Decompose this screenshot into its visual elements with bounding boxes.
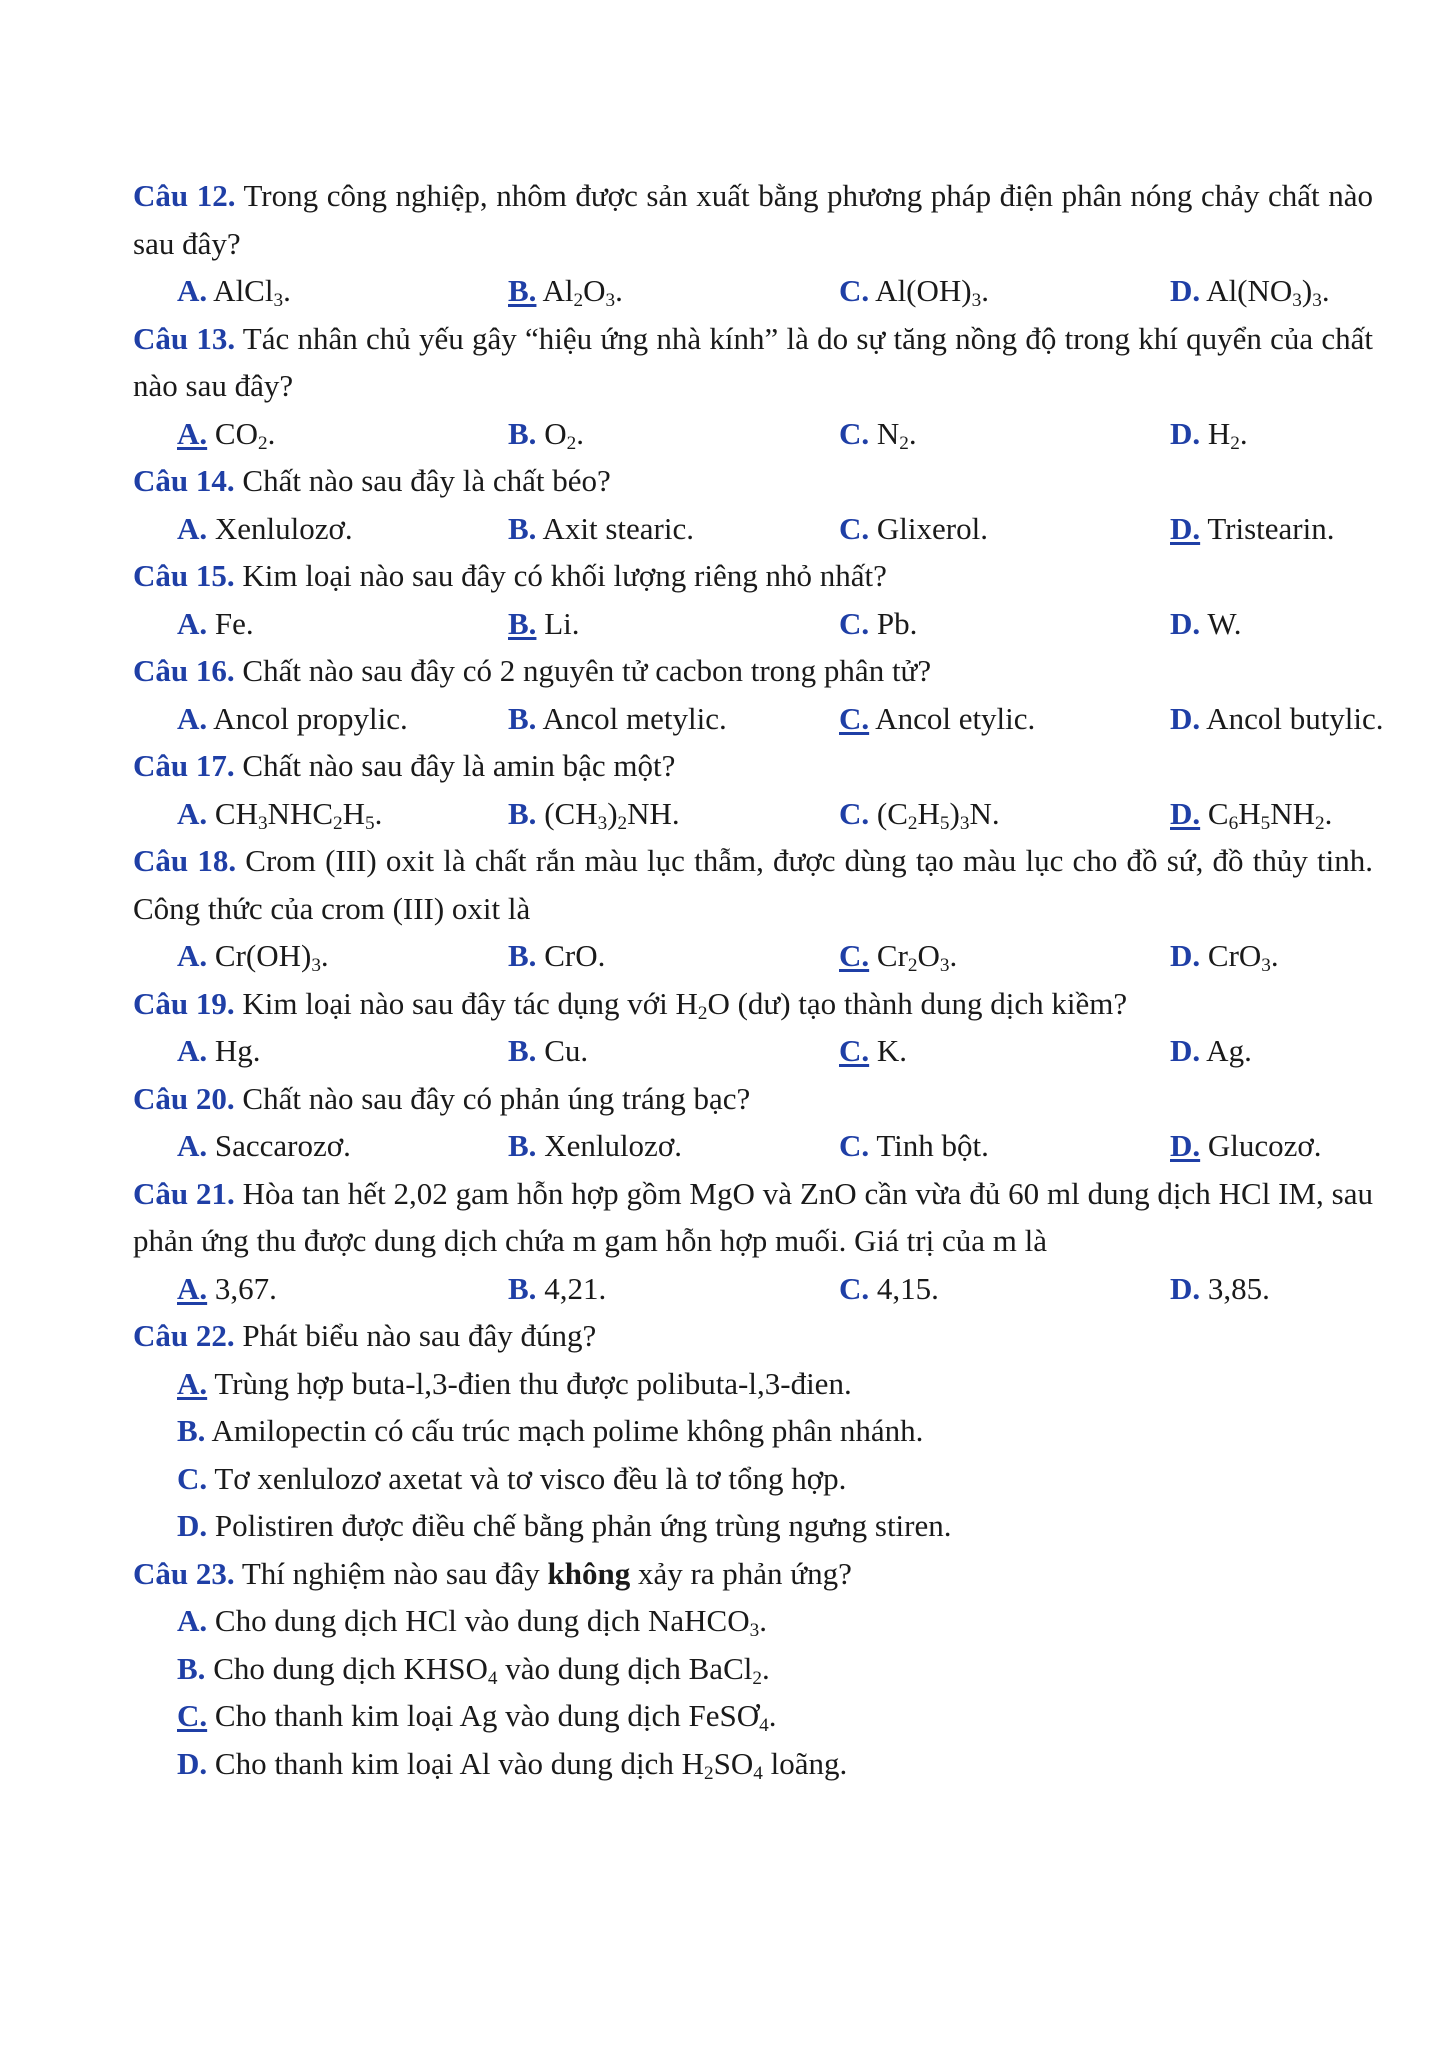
answer-option [839,1265,1170,1313]
answer-option [1170,932,1448,980]
correct-answer-letter: D. [1170,795,1201,831]
correct-answer-letter: B. [508,605,537,641]
question-stem: Kim loại nào sau đây có khối lượng riêng nhỏ nhất? [234,558,887,593]
answer-options [133,1265,1373,1313]
answer-text: Cho dung dịch HCl vào dung dịch NaHCO$_3$. [207,1603,767,1641]
question-text [133,552,1373,600]
answer-letter: C. [839,415,870,451]
question-stem: Chất nào sau đây có 2 nguyên tử cacbon trong phân tử? [234,653,932,688]
answer-text: Saccarozơ. [207,1128,351,1163]
question-block [133,837,1373,980]
answer-option [177,505,508,553]
correct-answer-letter: A. [177,415,208,451]
question-number: Câu 14. [133,463,235,498]
answer-letter: B. [508,415,537,451]
answer-text: $H_2$. [1200,415,1248,454]
answer-option [839,505,1170,553]
answer-letter: D. [1170,938,1201,973]
answer-letter: D. [177,1508,208,1543]
answer-letter: A. [177,273,208,308]
answer-option [839,695,1170,743]
answer-text: Tinh bột. [869,1128,989,1163]
question-stem: Chất nào sau đây có phản úng tráng bạc? [234,1080,751,1116]
answer-option [177,1645,1373,1693]
correct-answer-letter: D. [1170,510,1201,546]
answer-letter: A. [177,605,208,641]
answer-text: Axit stearic. [536,510,694,546]
answer-option [177,1265,508,1313]
answer-option [839,267,1170,315]
answer-option [177,1455,1373,1503]
correct-answer-letter: C. [839,700,870,736]
answer-option [177,790,508,838]
exam-page [133,172,1384,1787]
answer-option [177,1502,1373,1550]
answer-letter: A. [177,1603,208,1638]
answer-option [839,932,1170,980]
answer-option [177,1740,1373,1788]
answer-text: $O_2$. [536,415,584,454]
answer-text: CrO. [536,938,606,973]
answer-option [508,790,839,838]
question-text [133,980,1373,1028]
answer-text: Amilopectin có cấu trúc mạch polime không phân nhánh. [205,1413,924,1448]
answer-option [508,1265,839,1313]
answer-letter: C. [177,1460,208,1496]
question-text [133,1075,1373,1123]
answer-option [1170,267,1448,315]
answer-text: $Cr_2O_3$. [869,938,958,976]
answer-options [133,267,1373,315]
answer-letter: B. [508,1128,537,1163]
answer-text: $CH_3NHC_2H_5$. [207,795,383,834]
answer-text: Polistiren được điều chế bằng phản ứng trùng ngưng stiren. [207,1508,952,1543]
answer-letter: A. [177,795,208,831]
answer-letter: B. [508,938,537,973]
question-block [133,1170,1373,1313]
correct-answer-letter: C. [839,1033,870,1068]
answer-text: 3,67. [207,1270,277,1306]
question-text [133,742,1373,790]
answer-option [177,600,508,648]
answer-letter: A. [177,700,208,736]
answer-option [177,1027,508,1075]
answer-option [1170,695,1448,743]
answer-letter: D. [1170,1270,1201,1306]
answer-text: $N_2$. [869,415,917,454]
answer-letter: C. [839,273,870,308]
answer-option [177,1122,508,1170]
answer-option [1170,505,1448,553]
answer-letter: B. [177,1413,206,1448]
answer-option [1170,790,1448,838]
answer-letter: D. [1170,605,1201,641]
question-stem: Trong công nghiệp, nhôm được sản xuất bằng phương pháp điện phân nóng chảy chất nào sau đây? [133,178,1373,261]
answer-text: $Cr(OH)_3$. [207,938,329,976]
answer-letter: C. [839,795,870,831]
question-block [133,980,1373,1075]
question-number: Câu 15. [133,558,235,593]
answer-text: Ancol etylic. [869,700,1036,736]
answer-options [133,932,1373,980]
answer-text: Hg. [207,1033,261,1068]
answer-text: Xenlulozơ. [207,510,353,546]
question-text [133,837,1373,932]
correct-answer-letter: A. [177,1270,208,1306]
answer-text: $Al(OH)_3$. [869,273,989,311]
answer-text: Tristearin. [1200,510,1335,546]
question-block [133,457,1373,552]
question-stem: Thí nghiệm nào sau đây không xảy ra phản ứng? [234,1555,852,1591]
question-block [133,315,1373,458]
question-stem: Phát biểu nào sau đây đúng? [234,1318,597,1353]
answer-option [508,600,839,648]
answer-text: Ancol butylic. [1200,700,1384,736]
question-stem: Crom (III) oxit là chất rắn màu lục thẫm, được dùng tạo màu lục cho đồ sứ, đồ thủy tinh. Công thức của crom (III) oxit là [133,843,1373,926]
question-block [133,647,1384,742]
answer-option [1170,1265,1448,1313]
answer-text: Trùng hợp buta-l,3-đien thu được polibuta-l,3-đien. [207,1365,852,1401]
question-text [133,172,1373,267]
answer-option [177,410,508,458]
answer-text: K. [869,1033,908,1068]
correct-answer-letter: D. [1170,1128,1201,1163]
answer-option [177,1360,1373,1408]
question-number: Câu 18. [133,843,237,878]
answer-letter: C. [839,1128,870,1163]
answer-text: Ancol propylic. [207,700,408,736]
answer-text: $Al(NO_3)_3$. [1200,273,1330,311]
question-text [133,1550,1373,1598]
question-block [133,552,1373,647]
answer-text: W. [1200,605,1242,641]
answer-letter: A. [177,938,208,973]
answer-text: Ancol metylic. [536,700,727,736]
answer-options [133,1597,1373,1787]
answer-option [1170,410,1448,458]
answer-text: Pb. [869,605,918,641]
answer-text: AlCl$_3$. [207,273,291,311]
question-stem: Chất nào sau đây là chất béo? [234,463,611,498]
answer-option [839,1122,1170,1170]
question-text [133,1170,1373,1265]
answer-option [508,695,839,743]
question-number: Câu 20. [133,1080,235,1116]
answer-option [839,600,1170,648]
answer-letter: B. [508,700,537,736]
answer-letter: B. [508,1270,537,1306]
answer-letter: C. [839,605,870,641]
answer-letter: A. [177,1033,208,1068]
answer-letter: C. [839,510,870,546]
answer-option [177,1692,1373,1740]
answer-letter: D. [1170,273,1201,308]
question-number: Câu 16. [133,653,235,688]
answer-letter: C. [839,1270,870,1306]
answer-letter: A. [177,1128,208,1163]
question-number: Câu 23. [133,1555,235,1591]
answer-option [839,790,1170,838]
question-stem: Tác nhân chủ yếu gây “hiệu ứng nhà kính” là do sự tăng nồng độ trong khí quyển của chất nào sau đây? [133,320,1373,403]
answer-text: $CO_2$. [207,415,276,454]
answer-letter: D. [1170,700,1201,736]
answer-text: Ag. [1200,1033,1252,1068]
answer-options [133,600,1373,648]
correct-answer-letter: C. [839,938,870,973]
answer-text: $Al_2O_3$. [536,273,623,311]
answer-text: Cu. [536,1033,589,1068]
answer-text: $(CH_3)_2NH$. [536,795,680,834]
answer-option [508,1027,839,1075]
answer-letter: D. [1170,1033,1201,1068]
answer-text: Tơ xenlulozơ axetat và tơ visco đều là tơ tổng hợp. [207,1460,847,1496]
question-text [133,647,1373,695]
answer-option [177,267,508,315]
correct-answer-letter: B. [508,273,537,308]
answer-option [177,695,508,743]
answer-text: Cho dung dịch $KHSO_4$ vào dung dịch BaCl$_2$. [205,1650,770,1689]
answer-option [1170,600,1448,648]
answer-option [1170,1122,1448,1170]
answer-letter: B. [177,1650,206,1686]
answer-option [177,932,508,980]
answer-options [133,1360,1373,1550]
answer-text: Li. [536,605,580,641]
answer-text: Xenlulozơ. [536,1128,682,1163]
answer-letter: B. [508,1033,537,1068]
answer-letter: B. [508,510,537,546]
answer-letter: D. [1170,415,1201,451]
question-text [133,315,1373,410]
answer-letter: A. [177,510,208,546]
question-stem: Kim loại nào sau đây tác dụng với $H_2O$ (dư) tạo thành dung dịch kiềm? [234,985,1128,1024]
answer-option [508,1122,839,1170]
answer-options [133,410,1373,458]
answer-text: 3,85. [1200,1270,1270,1306]
answer-letter: B. [508,795,537,831]
question-number: Câu 17. [133,748,235,783]
answer-text: Cho thanh kim loại Ag vào dung dịch FeSƠ$_4$. [207,1698,777,1736]
answer-option [508,410,839,458]
answer-option [508,505,839,553]
question-block [133,1075,1373,1170]
answer-text: $(C_2H_5)_3N$. [869,795,1000,834]
question-block [133,742,1373,837]
answer-text: $C_6H_5NH_2$. [1200,795,1333,834]
correct-answer-letter: A. [177,1365,208,1401]
answer-option [839,410,1170,458]
question-number: Câu 13. [133,320,236,356]
question-number: Câu 22. [133,1318,235,1353]
question-number: Câu 19. [133,985,235,1021]
answer-text: Glixerol. [869,510,988,546]
answer-option [1170,1027,1448,1075]
answer-text: 4,21. [536,1270,607,1306]
answer-text: Cho thanh kim loại Al vào dung dịch $H_2SO_4$ loãng. [207,1745,848,1784]
question-block [133,172,1373,315]
answer-option [508,267,839,315]
answer-option [177,1407,1373,1455]
question-number: Câu 12. [133,178,236,213]
answer-options [133,1122,1373,1170]
answer-option [508,932,839,980]
answer-options [133,790,1373,838]
correct-answer-letter: C. [177,1698,208,1733]
question-stem: Chất nào sau đây là amin bậc một? [234,748,676,783]
answer-text: CrO$_3$. [1200,938,1279,976]
question-block [133,1550,1373,1788]
answer-option [839,1027,1170,1075]
answer-letter: D. [177,1745,208,1781]
answer-text: Glucozơ. [1200,1128,1322,1163]
question-number: Câu 21. [133,1175,235,1211]
question-text [133,1312,1373,1360]
answer-text: 4,15. [869,1270,939,1306]
question-stem: Hòa tan hết 2,02 gam hỗn hợp gồm MgO và ZnO cần vừa đủ 60 ml dung dịch HCl IM, sau phản ứng thu được dung dịch chứa m gam hỗn hợp muối. Giá trị của m là [133,1175,1373,1258]
answer-options [133,695,1384,743]
answer-options [133,505,1373,553]
answer-text: Fe. [207,605,254,641]
question-text [133,457,1373,505]
question-block [133,1312,1373,1550]
answer-option [177,1597,1373,1645]
answer-options [133,1027,1373,1075]
